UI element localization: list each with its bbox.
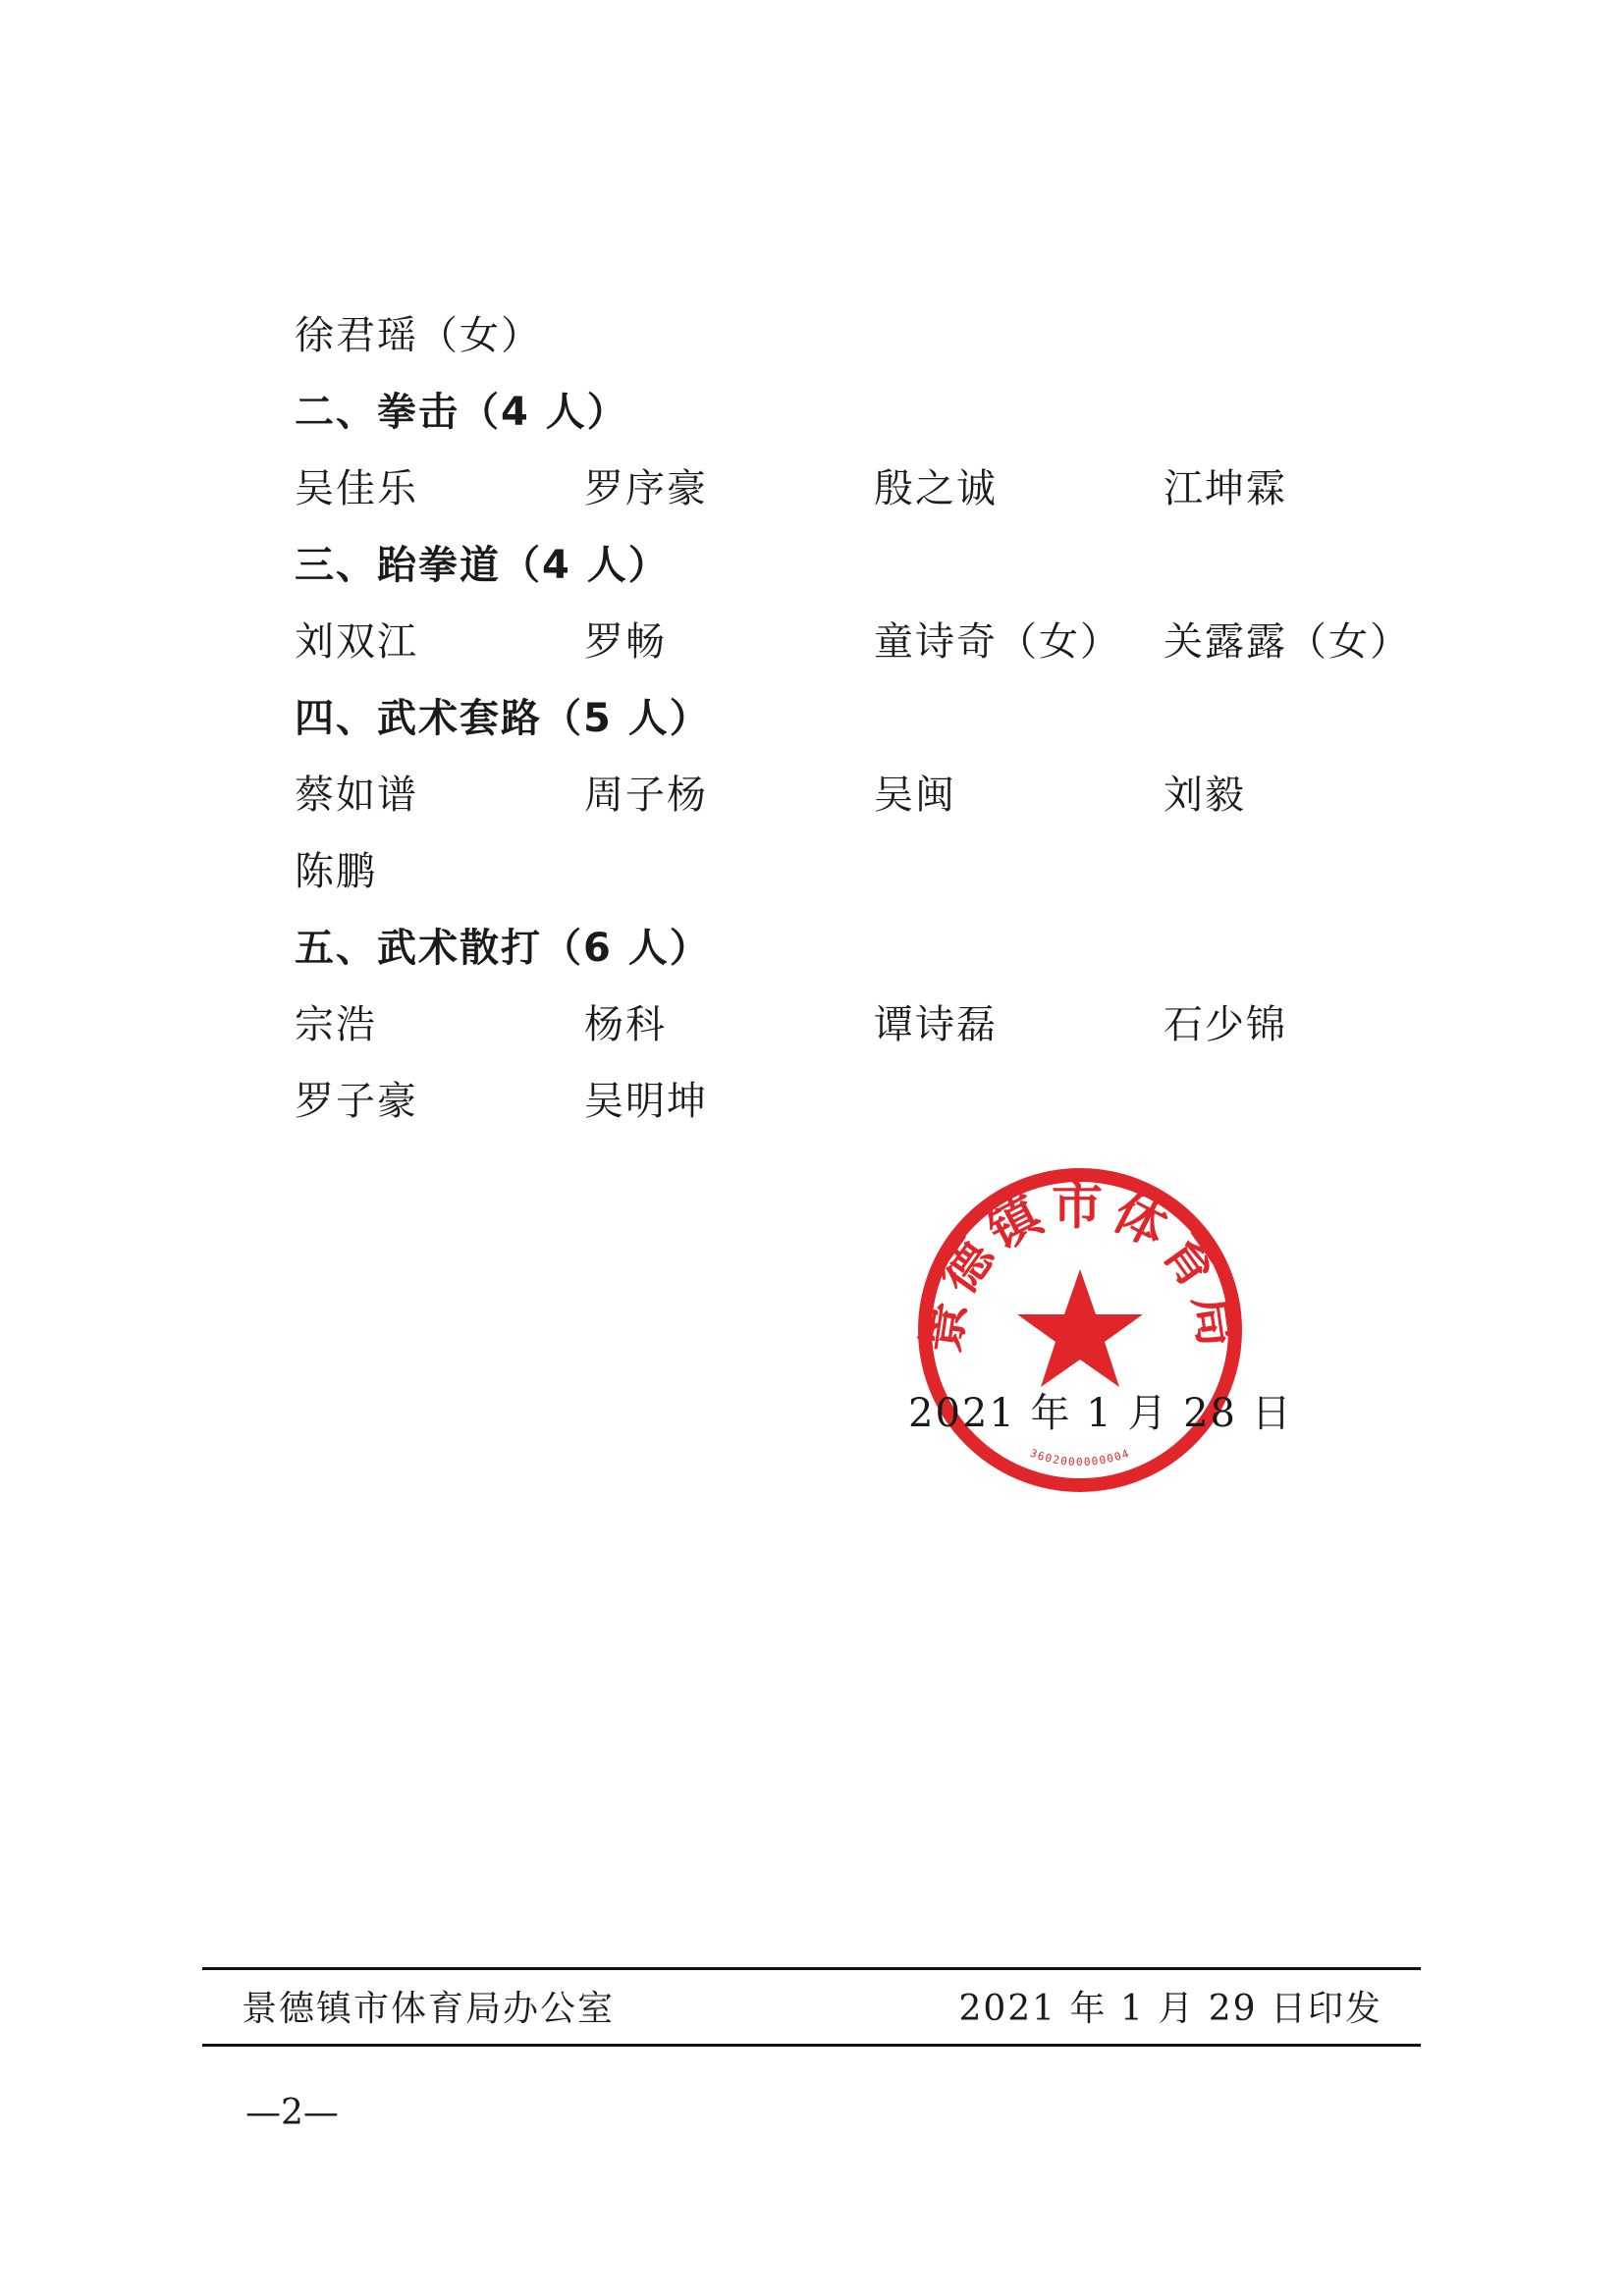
athlete-name: 罗畅: [584, 619, 667, 665]
section-heading-taekwondo: 三、跆拳道（4 人）: [295, 543, 670, 588]
athlete-name: 刘毅: [1164, 773, 1246, 818]
athlete-name: 江坤霖: [1164, 466, 1287, 511]
athlete-name: 关露露（女）: [1164, 619, 1411, 665]
section-heading-boxing: 二、拳击（4 人）: [295, 390, 628, 435]
issue-date: 2021 年 1 月 29 日印发: [958, 1989, 1382, 2029]
athlete-name: 吴佳乐: [295, 466, 418, 511]
athlete-name: 吴明坤: [584, 1079, 708, 1124]
athlete-name: 刘双江: [295, 619, 418, 665]
section-heading-wushu-sanda: 五、武术散打（6 人）: [295, 926, 711, 971]
section-heading-wushu-routine: 四、武术套路（5 人）: [295, 696, 711, 741]
athlete-name: 吴闽: [874, 773, 956, 818]
athlete-name: 谭诗磊: [874, 1002, 998, 1047]
athlete-name: 周子杨: [584, 773, 708, 818]
seal-text: 景德镇市体育局: [913, 1177, 1247, 1357]
athlete-name: 杨科: [584, 1002, 667, 1047]
seal-star-icon: [1017, 1269, 1143, 1387]
athlete-name: 石少锦: [1164, 1002, 1287, 1047]
athlete-name: 童诗奇（女）: [874, 619, 1121, 665]
athlete-name: 殷之诚: [874, 466, 998, 511]
footer-rule-top: [202, 1967, 1421, 1970]
official-seal: [913, 1163, 1247, 1497]
athlete-name: 罗序豪: [584, 466, 708, 511]
athlete-name: 蔡如谱: [295, 773, 418, 818]
athlete-name: 陈鹏: [295, 849, 377, 894]
issuer-office: 景德镇市体育局办公室: [242, 1989, 616, 2029]
leading-name: 徐君瑶（女）: [295, 313, 542, 358]
athlete-name: 罗子豪: [295, 1079, 418, 1124]
athlete-name: 宗浩: [295, 1002, 377, 1047]
signature-date: 2021 年 1 月 28 日: [908, 1391, 1293, 1436]
official-seal-graphic: [913, 1163, 1247, 1497]
footer-rule-bottom: [202, 2044, 1421, 2047]
page-number: —2—: [245, 2093, 339, 2133]
seal-number: 3602000000004: [1028, 1446, 1132, 1469]
